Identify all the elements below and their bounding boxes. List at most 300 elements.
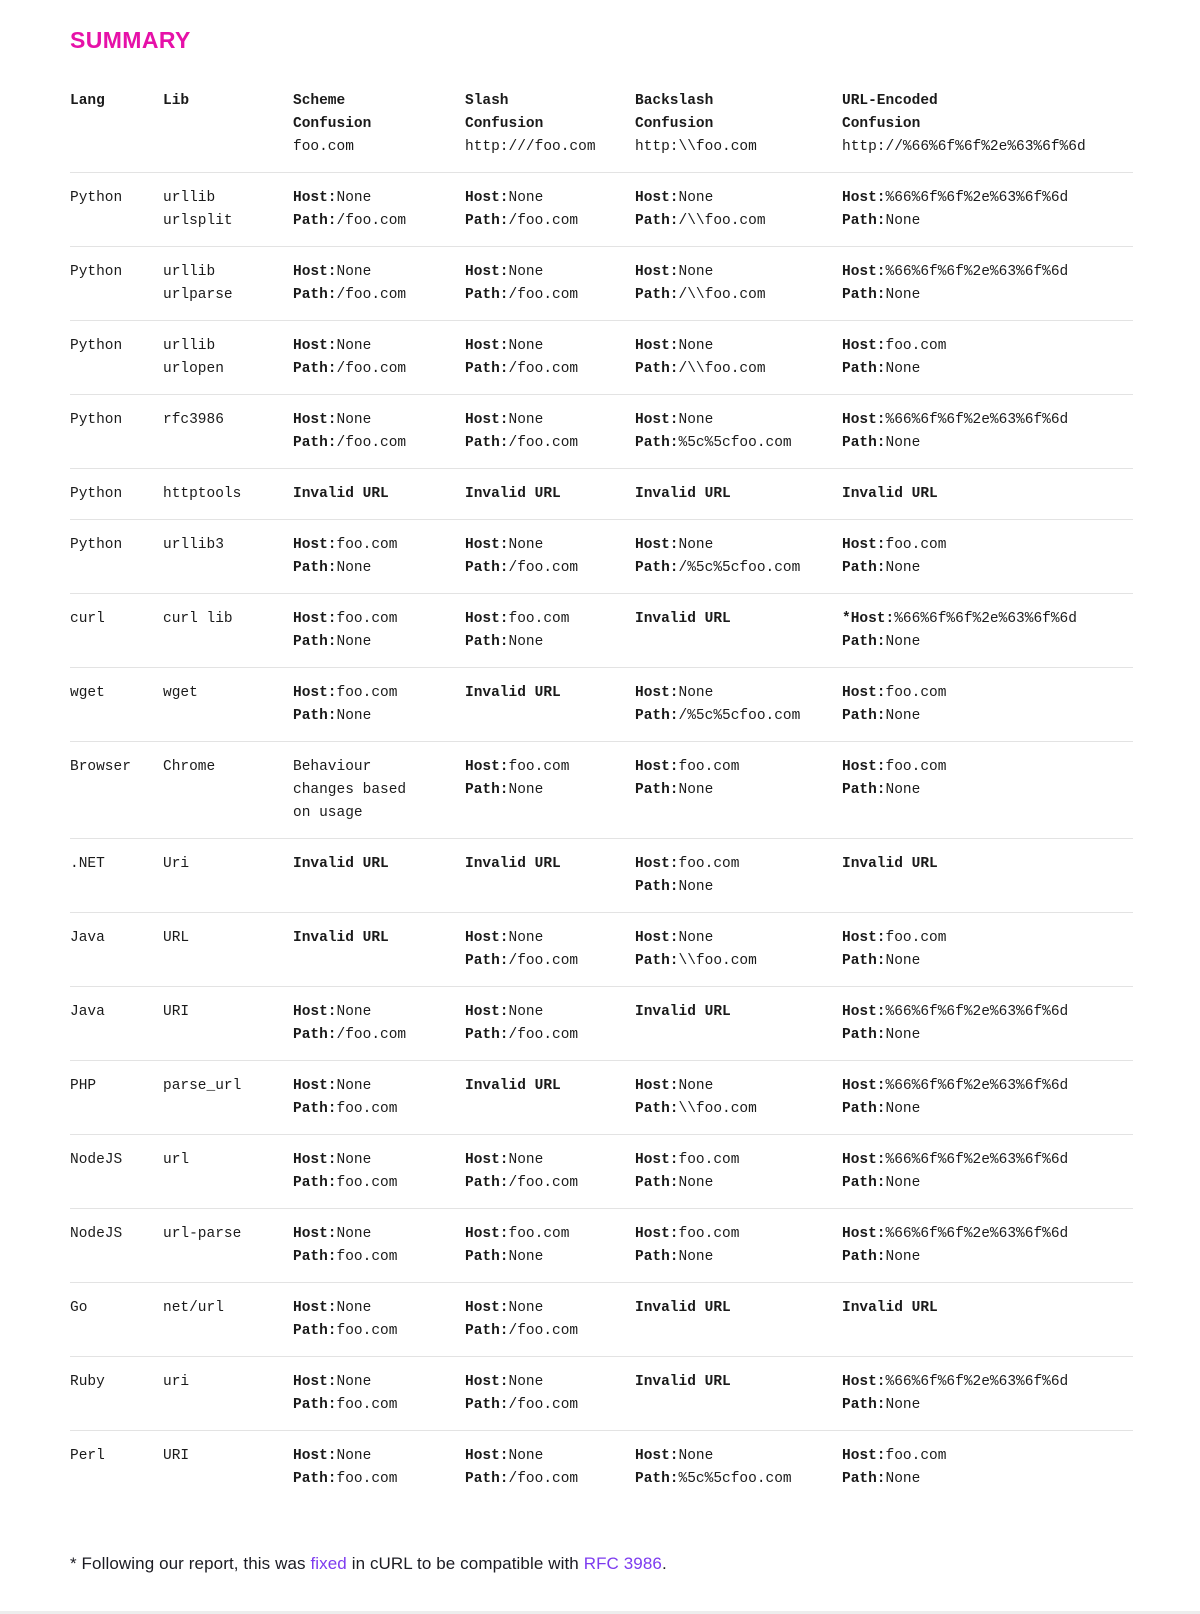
host-line (842, 1223, 1119, 1246)
field-value: /foo.com (336, 213, 407, 229)
cell-result (293, 1297, 465, 1343)
table-row (70, 172, 1133, 246)
field-label: Host: (635, 930, 679, 946)
cell-result (465, 608, 635, 654)
path-line (842, 1098, 1119, 1121)
field-value: None (508, 264, 544, 280)
invalid-url-label: Invalid URL (635, 486, 731, 502)
path-line (842, 779, 1119, 802)
column-header-scheme-confusion (293, 90, 465, 159)
field-value: None (508, 1448, 544, 1464)
field-value: foo.com (885, 930, 947, 946)
host-line (293, 261, 451, 284)
lib-line: urlparse (163, 287, 233, 303)
field-label: Host: (842, 412, 886, 428)
field-value: /foo.com (508, 953, 579, 969)
path-line (465, 210, 621, 233)
field-value: None (678, 1078, 714, 1094)
field-label: Path: (842, 782, 886, 798)
cell-result (842, 335, 1133, 381)
field-value: /foo.com (508, 1471, 579, 1487)
field-value: None (885, 634, 921, 650)
field-label: Host: (465, 1152, 509, 1168)
field-label: Host: (293, 264, 337, 280)
path-line (465, 779, 621, 802)
field-label: Host: (465, 1374, 509, 1390)
host-line (842, 1149, 1119, 1172)
cell-lib (163, 1149, 293, 1172)
field-value: None (885, 708, 921, 724)
field-value: None (336, 1078, 372, 1094)
field-label: Host: (842, 930, 886, 946)
field-value: None (508, 634, 544, 650)
host-line (842, 1371, 1119, 1394)
field-value: %66%6f%6f%2e%63%6f%6d (885, 190, 1069, 206)
field-value: /\\foo.com (678, 213, 766, 229)
cell-lang: Java (70, 930, 105, 946)
invalid-url-label: Invalid URL (293, 486, 389, 502)
cell-result (842, 1297, 1133, 1320)
field-label: Path: (465, 782, 509, 798)
host-line (293, 335, 451, 358)
cell-result (465, 483, 635, 506)
field-label: Host: (842, 1004, 886, 1020)
field-label: Host: (635, 1078, 679, 1094)
host-line (293, 1001, 451, 1024)
field-value: foo.com (885, 338, 947, 354)
cell-result (293, 1445, 465, 1491)
cell-result (465, 1371, 635, 1417)
column-header-label: Confusion (842, 116, 921, 132)
path-line (465, 432, 621, 455)
field-value: None (678, 537, 714, 553)
field-value: foo.com (885, 1448, 947, 1464)
host-line (635, 682, 828, 705)
field-label: Path: (635, 879, 679, 895)
field-label: Host: (293, 1078, 337, 1094)
field-value: /foo.com (508, 1027, 579, 1043)
field-value: None (336, 1226, 372, 1242)
path-line (842, 1024, 1119, 1047)
table-row (70, 593, 1133, 667)
field-label: Path: (465, 1323, 509, 1339)
field-label: Path: (465, 1027, 509, 1043)
lib-line: parse_url (163, 1078, 242, 1094)
field-label: Path: (293, 1101, 337, 1117)
cell-result (635, 1371, 842, 1394)
field-value: %66%6f%6f%2e%63%6f%6d (885, 264, 1069, 280)
path-line (293, 1320, 451, 1343)
host-line (635, 1223, 828, 1246)
host-line (842, 927, 1119, 950)
field-label: Path: (293, 1249, 337, 1265)
field-label: *Host: (842, 611, 895, 627)
host-line (842, 756, 1119, 779)
host-line (635, 927, 828, 950)
field-value: None (885, 782, 921, 798)
invalid-url-label: Invalid URL (293, 930, 389, 946)
cell-result (465, 534, 635, 580)
field-value: None (678, 190, 714, 206)
field-value: None (336, 338, 372, 354)
path-line (293, 1394, 451, 1417)
cell-lang: Python (70, 338, 123, 354)
lib-line: urllib (163, 264, 216, 280)
path-line (842, 432, 1119, 455)
field-label: Path: (635, 560, 679, 576)
path-line (842, 1468, 1119, 1491)
host-line (293, 1075, 451, 1098)
field-value: None (336, 1374, 372, 1390)
host-line (293, 1149, 451, 1172)
field-label: Host: (465, 1226, 509, 1242)
field-label: Path: (293, 1027, 337, 1043)
cell-result (842, 483, 1133, 506)
cell-result (635, 261, 842, 307)
field-label: Host: (635, 264, 679, 280)
field-value: %5c%5cfoo.com (678, 435, 792, 451)
cell-lib (163, 608, 293, 631)
table-row (70, 320, 1133, 394)
field-label: Path: (635, 782, 679, 798)
field-label: Path: (293, 560, 337, 576)
field-value: /%5c%5cfoo.com (678, 708, 801, 724)
path-line (465, 1246, 621, 1269)
field-value: /foo.com (508, 287, 579, 303)
table-row (70, 1356, 1133, 1430)
field-value: foo.com (336, 1471, 398, 1487)
path-line (465, 950, 621, 973)
host-line (465, 756, 621, 779)
field-value: None (885, 213, 921, 229)
path-line (635, 876, 828, 899)
cell-lib (163, 1371, 293, 1394)
cell-lang: NodeJS (70, 1226, 123, 1242)
lib-line: url-parse (163, 1226, 242, 1242)
cell-result (635, 409, 842, 455)
field-value: %66%6f%6f%2e%63%6f%6d (885, 412, 1069, 428)
table-body (70, 172, 1133, 1504)
path-line (635, 1468, 828, 1491)
host-line (842, 682, 1119, 705)
host-line (842, 335, 1119, 358)
table-row (70, 394, 1133, 468)
field-label: Host: (842, 338, 886, 354)
field-label: Path: (635, 953, 679, 969)
path-line (293, 1246, 451, 1269)
field-label: Host: (465, 930, 509, 946)
field-label: Host: (465, 264, 509, 280)
field-label: Host: (293, 190, 337, 206)
cell-result (842, 187, 1133, 233)
path-line (465, 1024, 621, 1047)
cell-lang: Python (70, 264, 123, 280)
field-value: %66%6f%6f%2e%63%6f%6d (885, 1226, 1069, 1242)
column-header-label: Slash (465, 93, 509, 109)
cell-result (842, 927, 1133, 973)
path-line (635, 210, 828, 233)
cell-lib (163, 483, 293, 506)
table-header-row (70, 90, 1133, 172)
cell-result (635, 1445, 842, 1491)
field-label: Path: (635, 1249, 679, 1265)
field-value: foo.com (885, 759, 947, 775)
lib-line: net/url (163, 1300, 224, 1316)
field-label: Path: (635, 1175, 679, 1191)
host-line (635, 187, 828, 210)
cell-result (842, 1445, 1133, 1491)
field-label: Path: (635, 287, 679, 303)
host-line (293, 682, 451, 705)
cell-result (293, 534, 465, 580)
path-line (293, 705, 451, 728)
field-value: None (336, 634, 372, 650)
column-header-example-url: http:///foo.com (465, 139, 596, 155)
path-line (635, 358, 828, 381)
cell-lib (163, 927, 293, 950)
field-value: None (885, 1027, 921, 1043)
field-label: Path: (635, 435, 679, 451)
cell-result (635, 335, 842, 381)
host-line (842, 1001, 1119, 1024)
field-label: Host: (635, 1226, 679, 1242)
field-value: None (508, 782, 544, 798)
invalid-url-label: Invalid URL (465, 685, 561, 701)
field-label: Host: (465, 1004, 509, 1020)
lib-line: URI (163, 1448, 190, 1464)
field-value: None (336, 1152, 372, 1168)
field-label: Path: (465, 1397, 509, 1413)
cell-result (465, 187, 635, 233)
field-value: None (508, 190, 544, 206)
cell-result (635, 608, 842, 631)
field-value: None (885, 1397, 921, 1413)
host-line (293, 534, 451, 557)
path-line (635, 1172, 828, 1195)
field-value: %5c%5cfoo.com (678, 1471, 792, 1487)
host-line (465, 608, 621, 631)
field-label: Host: (293, 1374, 337, 1390)
field-value: foo.com (508, 759, 570, 775)
field-value: None (885, 560, 921, 576)
table-row (70, 1430, 1133, 1504)
field-value: foo.com (678, 759, 740, 775)
host-line (293, 409, 451, 432)
cell-result (465, 1001, 635, 1047)
host-line (293, 1223, 451, 1246)
field-label: Host: (293, 338, 337, 354)
cell-lang: Perl (70, 1448, 105, 1464)
field-label: Path: (465, 361, 509, 377)
cell-result (293, 409, 465, 455)
field-value: /foo.com (336, 1027, 407, 1043)
field-label: Host: (842, 759, 886, 775)
field-label: Host: (635, 856, 679, 872)
host-line (635, 534, 828, 557)
cell-lang: Python (70, 537, 123, 553)
cell-result (293, 335, 465, 381)
field-label: Host: (635, 537, 679, 553)
cell-result (465, 927, 635, 973)
field-value: /foo.com (508, 361, 579, 377)
field-label: Path: (293, 1175, 337, 1191)
field-label: Path: (293, 361, 337, 377)
field-value: /foo.com (508, 1323, 579, 1339)
path-line (293, 432, 451, 455)
field-value: /foo.com (508, 560, 579, 576)
cell-result (842, 1223, 1133, 1269)
cell-result (293, 1223, 465, 1269)
path-line (842, 1172, 1119, 1195)
field-value: None (336, 1448, 372, 1464)
host-line (465, 261, 621, 284)
host-line (293, 608, 451, 631)
field-value: foo.com (336, 1249, 398, 1265)
field-label: Path: (842, 213, 886, 229)
field-value: foo.com (336, 1101, 398, 1117)
field-label: Path: (465, 287, 509, 303)
field-value: None (508, 412, 544, 428)
field-label: Path: (842, 1027, 886, 1043)
field-value: /foo.com (508, 435, 579, 451)
path-line (842, 358, 1119, 381)
host-line (635, 1445, 828, 1468)
field-label: Path: (635, 708, 679, 724)
invalid-url-label: Invalid URL (635, 1004, 731, 1020)
cell-result (465, 853, 635, 876)
field-label: Path: (293, 634, 337, 650)
cell-lib (163, 261, 293, 307)
host-line (842, 534, 1119, 557)
invalid-url-label: Invalid URL (842, 1300, 938, 1316)
path-line (465, 1394, 621, 1417)
path-line (842, 1394, 1119, 1417)
cell-lang: Go (70, 1300, 88, 1316)
field-value: None (678, 338, 714, 354)
field-value: /foo.com (336, 287, 407, 303)
cell-result (842, 853, 1133, 876)
field-label: Host: (293, 412, 337, 428)
host-line (635, 853, 828, 876)
cell-result (635, 187, 842, 233)
host-line (465, 409, 621, 432)
cell-result (842, 1075, 1133, 1121)
column-header-slash-confusion (465, 90, 635, 159)
cell-result (635, 1075, 842, 1121)
field-label: Path: (842, 1471, 886, 1487)
cell-lib (163, 409, 293, 432)
cell-lib (163, 682, 293, 705)
field-value: None (336, 1004, 372, 1020)
invalid-url-label: Invalid URL (635, 611, 731, 627)
field-value: foo.com (336, 1397, 398, 1413)
path-line (635, 1246, 828, 1269)
field-value: /foo.com (508, 213, 579, 229)
lib-line: urllib (163, 190, 216, 206)
field-value: /foo.com (508, 1175, 579, 1191)
path-line (842, 705, 1119, 728)
lib-line: Uri (163, 856, 190, 872)
field-value: None (508, 1374, 544, 1390)
invalid-url-label: Invalid URL (465, 1078, 561, 1094)
table-row (70, 1208, 1133, 1282)
cell-result (293, 1149, 465, 1195)
path-line (293, 210, 451, 233)
host-line (635, 261, 828, 284)
table-row (70, 838, 1133, 912)
field-value: None (678, 264, 714, 280)
field-value: None (678, 930, 714, 946)
field-value: None (885, 1175, 921, 1191)
field-value: foo.com (885, 685, 947, 701)
field-label: Host: (293, 611, 337, 627)
path-line (842, 950, 1119, 973)
column-header-label: Confusion (293, 116, 372, 132)
field-label: Host: (842, 190, 886, 206)
field-label: Path: (842, 435, 886, 451)
field-label: Host: (842, 685, 886, 701)
field-label: Path: (842, 560, 886, 576)
field-label: Path: (635, 1101, 679, 1117)
cell-result (842, 608, 1133, 654)
host-line (465, 534, 621, 557)
field-label: Path: (842, 287, 886, 303)
field-value: None (508, 1249, 544, 1265)
cell-result (465, 1149, 635, 1195)
fixed-link[interactable]: fixed (310, 1554, 347, 1573)
cell-result (465, 756, 635, 802)
field-label: Path: (842, 361, 886, 377)
field-value: None (336, 190, 372, 206)
host-line (465, 335, 621, 358)
field-value: None (885, 1101, 921, 1117)
field-value: foo.com (336, 537, 398, 553)
path-line (293, 1098, 451, 1121)
field-label: Path: (842, 1249, 886, 1265)
field-value: None (885, 1471, 921, 1487)
field-value: None (508, 1004, 544, 1020)
host-line (293, 187, 451, 210)
cell-lang: NodeJS (70, 1152, 123, 1168)
field-label: Path: (465, 634, 509, 650)
field-label: Path: (293, 213, 337, 229)
field-value: None (508, 537, 544, 553)
field-value: None (336, 412, 372, 428)
field-value: foo.com (885, 537, 947, 553)
field-value: %66%6f%6f%2e%63%6f%6d (885, 1152, 1069, 1168)
field-value: /foo.com (336, 435, 407, 451)
path-line (842, 210, 1119, 233)
field-value: foo.com (678, 856, 740, 872)
table-row (70, 468, 1133, 519)
cell-result (842, 1001, 1133, 1047)
path-line (293, 284, 451, 307)
host-line (465, 1371, 621, 1394)
rfc-3986-link[interactable]: RFC 3986 (583, 1554, 662, 1573)
cell-lib (163, 335, 293, 381)
field-label: Path: (465, 1471, 509, 1487)
field-label: Host: (842, 537, 886, 553)
column-header-url-encoded-confusion (842, 90, 1133, 159)
field-value: None (336, 1300, 372, 1316)
footnote-text: . (661, 1554, 667, 1573)
field-label: Host: (293, 1152, 337, 1168)
cell-result (465, 1075, 635, 1098)
path-line (465, 1468, 621, 1491)
cell-result (635, 1001, 842, 1024)
field-value: None (508, 338, 544, 354)
table-row (70, 519, 1133, 593)
